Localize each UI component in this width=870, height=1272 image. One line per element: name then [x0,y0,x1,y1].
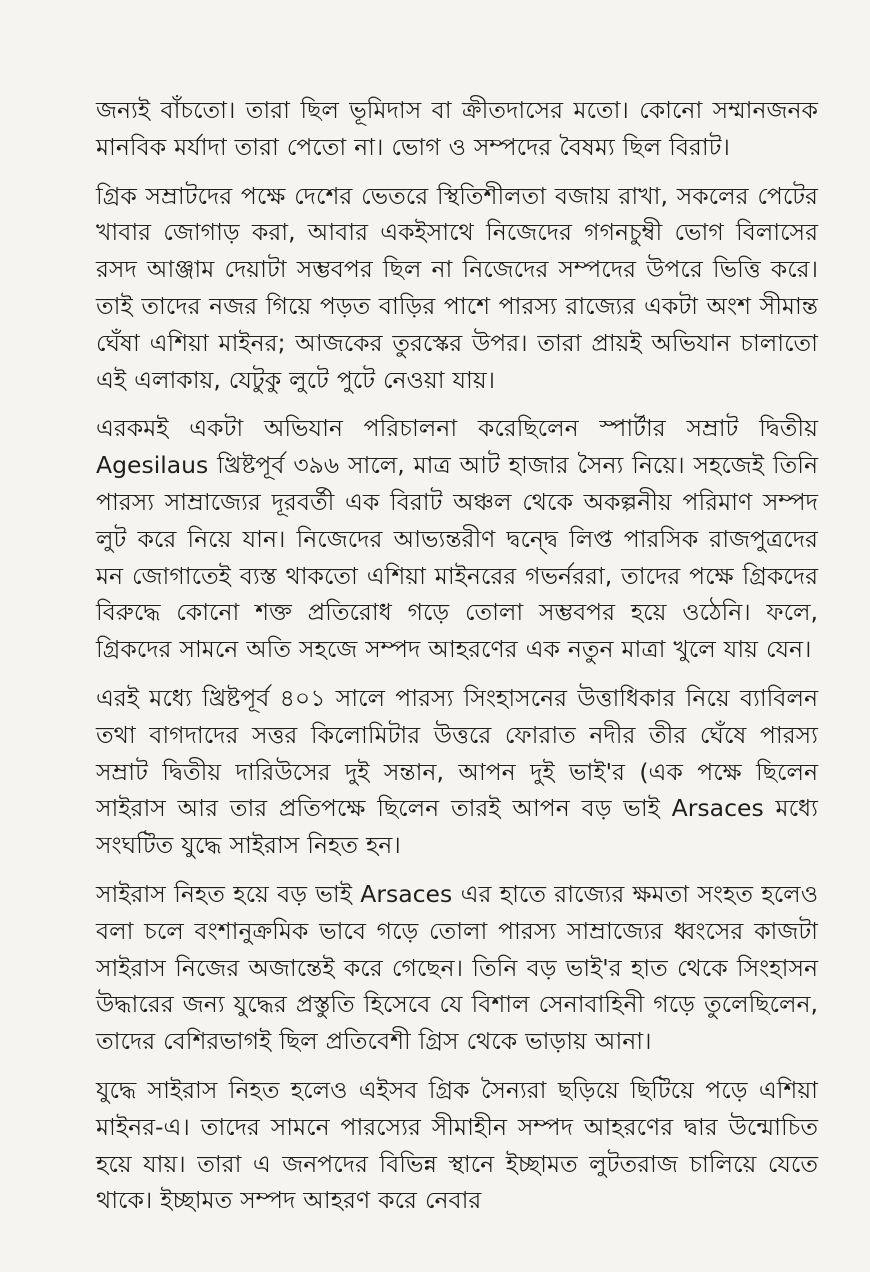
paragraph-4: এরই মধ্যে খ্রিষ্টপূর্ব ৪০১ সালে পারস্য সিংহাসনের উত্তাধিকার নিয়ে ব্যাবিলন তথা বাগদাদের সত্তর কিলোমিটার উত্তরে ফোরাত নদীর তীর ঘেঁষে পারস্য সম্রাট দ্বিতীয় দারিউসের দুই সন্তান, আপন দুই ভাই'র (এক পক্ষে ছিলেন সাইরাস আর তার প্রতিপক্ষে ছিলেন তারই আপন বড় ভাই Arsaces মধ্যে সংঘটিত যুদ্ধে সাইরাস নিহত হন। [96,683,818,860]
paragraph-6: যুদ্ধে সাইরাস নিহত হলেও এইসব গ্রিক সৈন্যরা ছড়িয়ে ছিটিয়ে পড়ে এশিয়া মাইনর-এ। তাদের সামনে পারস্যের সীমাহীন সম্পদ আহরণের দ্বার উন্মোচিত হয়ে যায়। তারা এ জনপদের বিভিন্ন স্থানে ইচ্ছামত লুটতরাজ চালিয়ে যেতে থাকে। ইচ্ছামত সম্পদ আহরণ করে নেবার [96,1075,818,1215]
paragraph-1: জন্যই বাঁচতো। তারা ছিল ভূমিদাস বা ক্রীতদাসের মতো। কোনো সম্মানজনক মানবিক মর্যাদা তারা পেতো না। ভোগ ও সম্পদের বৈষম্য ছিল বিরাট। [96,96,818,161]
paragraph-3: এরকমই একটা অভিযান পরিচালনা করেছিলেন স্পার্টার সম্রাট দ্বিতীয় Agesilaus খ্রিষ্টপূর্ব ৩৯৬ সালে, মাত্র আট হাজার সৈন্য নিয়ে। সহজেই তিনি পারস্য সাম্রাজ্যের দূরবর্তী এক বিরাট অঞ্চল থেকে অকল্পনীয় পরিমাণ সম্পদ লুট করে নিয়ে যান। নিজেদের আভ্যন্তরীণ দ্বন্দ্বে লিপ্ত পারসিক রাজপুত্রদের মন জোগাতেই ব্যস্ত থাকতো এশিয়া মাইনরের গভর্নররা, তাদের পক্ষে গ্রিকদের বিরুদ্ধে কোনো শক্ত প্রতিরোধ গড়ে তোলা সম্ভবপর হয়ে ওঠেনি। ফলে, গ্রিকদের সামনে অতি সহজে সম্পদ আহরণের এক নতুন মাত্রা খুলে যায় যেন। [96,414,818,664]
paragraph-2: গ্রিক সম্রাটদের পক্ষে দেশের ভেতরে স্থিতিশীলতা বজায় রাখা, সকলের পেটের খাবার জোগাড় করা, আবার একইসাথে নিজেদের গগনচুম্বী ভোগ বিলাসের রসদ আঞ্জাম দেয়াটা সম্ভবপর ছিল না নিজেদের সম্পদের উপরে ভিত্তি করে। তাই তাদের নজর গিয়ে পড়ত বাড়ির পাশে পারস্য রাজ্যের একটা অংশ সীমান্ত ঘেঁষা এশিয়া মাইনর; আজকের তুরস্কের উপর। তারা প্রায়ই অভিযান চালাতো এই এলাকায়, যেটুকু লুটে পুটে নেওয়া যায়। [96,181,818,394]
paragraph-5: সাইরাস নিহত হয়ে বড় ভাই Arsaces এর হাতে রাজ্যের ক্ষমতা সংহত হলেও বলা চলে বংশানুক্রমিক ভাবে গড়ে তোলা পারস্য সাম্রাজ্যের ধ্বংসের কাজটা সাইরাস নিজের অজান্তেই করে গেছেন। তিনি বড় ভাই'র হাত থেকে সিংহাসন উদ্ধারের জন্য যুদ্ধের প্রস্তুতি হিসেবে যে বিশাল সেনাবাহিনী গড়ে তুলেছিলেন, তাদের বেশিরভাগই ছিল প্রতিবেশী গ্রিস থেকে ভাড়ায় আনা। [96,879,818,1056]
